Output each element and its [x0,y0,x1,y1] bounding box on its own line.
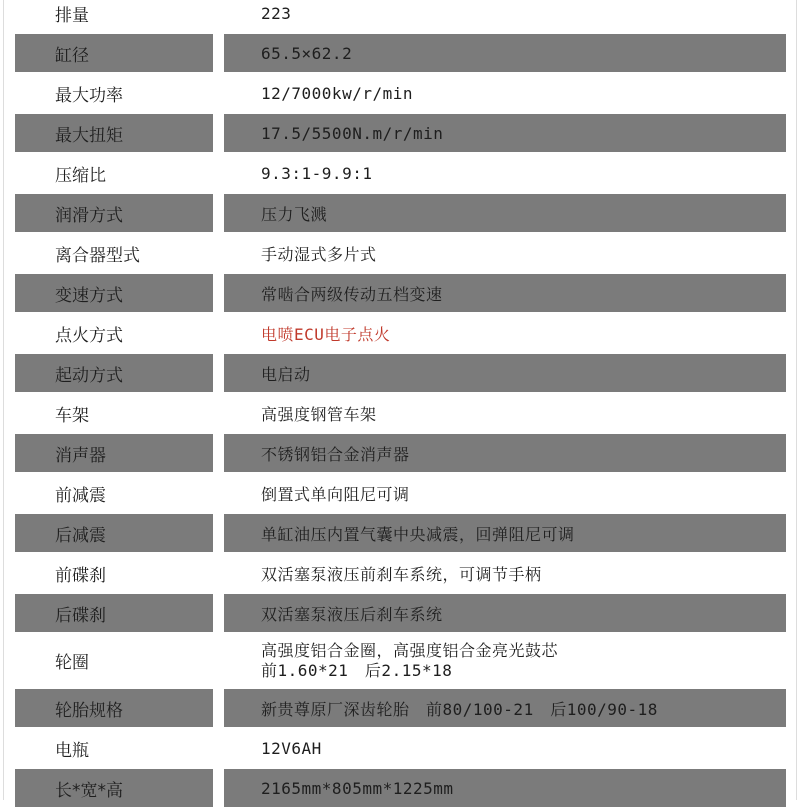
spec-row [0,768,800,808]
spec-value: 65.5×62.2 [224,34,786,72]
spec-label: 后减震 [15,514,213,552]
spec-value: 双活塞泵液压后刹车系统 [224,594,786,632]
spec-value: 2165mm*805mm*1225mm [224,769,786,807]
spec-value: 223 [261,3,292,23]
spec-value: 电喷ECU电子点火 [261,324,391,344]
spec-label: 离合器型式 [55,245,140,266]
spec-value: 不锈钢铝合金消声器 [224,434,786,472]
spec-value: 单缸油压内置气囊中央减震，回弹阻尼可调 [224,514,786,552]
spec-value: 9.3:1-9.9:1 [261,163,373,183]
spec-value: 高强度钢管车架 [261,404,377,424]
spec-row [0,113,800,153]
spec-label: 缸径 [15,34,213,72]
spec-row [0,593,800,633]
spec-row [0,473,800,513]
spec-row [0,153,800,193]
spec-label: 压缩比 [55,165,106,186]
spec-label: 消声器 [15,434,213,472]
spec-row [0,73,800,113]
spec-label: 起动方式 [15,354,213,392]
spec-label: 后碟刹 [15,594,213,632]
spec-label: 排量 [55,5,89,26]
spec-label: 车架 [55,405,89,426]
spec-value: 12V6AH [261,738,322,758]
spec-row [0,633,800,688]
spec-value: 12/7000kw/r/min [261,83,413,103]
spec-label: 点火方式 [55,325,123,346]
spec-value-line: 前1.60*21 后2.15*18 [261,660,453,680]
spec-value: 常啮合两级传动五档变速 [224,274,786,312]
spec-row [0,193,800,233]
spec-label: 电瓶 [55,740,89,761]
spec-row [0,33,800,73]
spec-row [0,233,800,273]
spec-label: 前减震 [55,485,106,506]
spec-label: 变速方式 [15,274,213,312]
spec-label: 最大扭矩 [15,114,213,152]
spec-row [0,273,800,313]
spec-label: 最大功率 [55,85,123,106]
spec-row [0,688,800,728]
spec-row [0,433,800,473]
spec-value-line: 高强度铝合金圈，高强度铝合金亮光鼓芯 [261,640,559,660]
spec-row [0,393,800,433]
spec-row [0,0,800,33]
spec-row [0,513,800,553]
spec-value: 电启动 [224,354,786,392]
spec-value: 压力飞溅 [224,194,786,232]
spec-value: 17.5/5500N.m/r/min [224,114,786,152]
spec-label: 轮圈 [55,653,89,673]
spec-row [0,728,800,768]
spec-label: 润滑方式 [15,194,213,232]
spec-value: 双活塞泵液压前刹车系统，可调节手柄 [261,564,542,584]
spec-value: 新贵尊原厂深齿轮胎 前80/100-21 后100/90-18 [224,689,786,727]
spec-value [224,634,786,687]
spec-row [0,313,800,353]
spec-label: 轮胎规格 [15,689,213,727]
spec-row [0,353,800,393]
spec-value: 倒置式单向阻尼可调 [261,484,410,504]
spec-label: 前碟刹 [55,565,106,586]
spec-label: 长*宽*高 [15,769,213,807]
spec-value: 手动湿式多片式 [261,244,377,264]
spec-row [0,553,800,593]
